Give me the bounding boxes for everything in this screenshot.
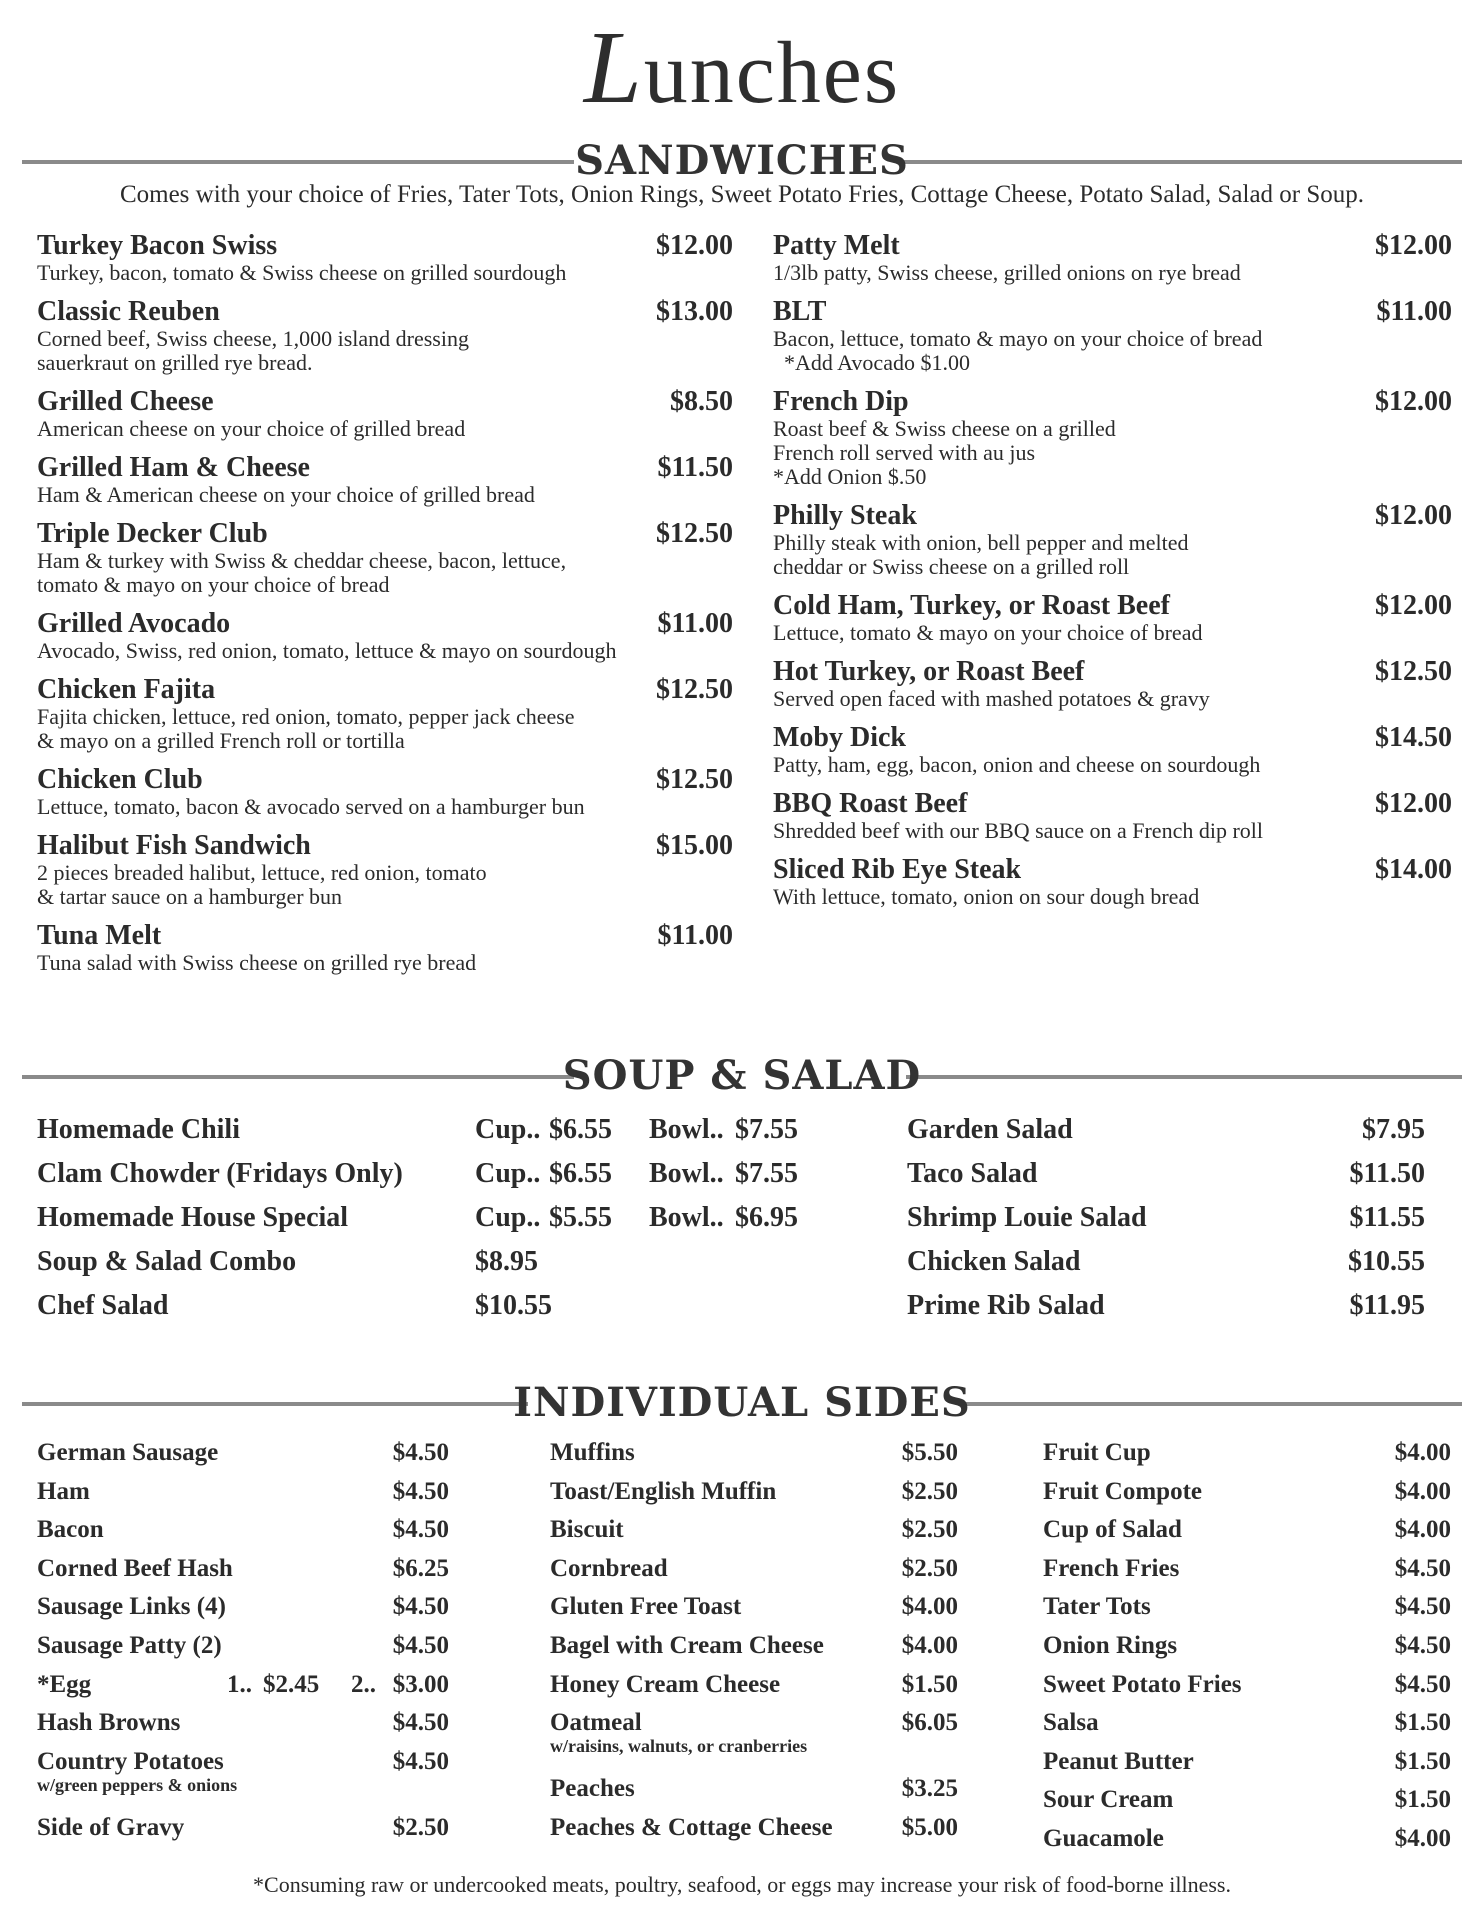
sandwich-description: & tartar sauce on a hamburger bun xyxy=(37,884,343,909)
side-item xyxy=(1043,1708,1451,1747)
side-item xyxy=(1043,1631,1451,1670)
sandwich-item xyxy=(773,590,1452,645)
bowl-label: Bowl.. xyxy=(649,1158,724,1189)
side-name: Peaches xyxy=(550,1775,635,1803)
sandwich-description: Served open faced with mashed potatoes & gravy xyxy=(773,686,1210,711)
egg-option-2: 2.. xyxy=(351,1670,376,1698)
sandwich-name: Chicken Club xyxy=(37,764,203,795)
salad-row xyxy=(907,1288,1425,1332)
side-price: $4.50 xyxy=(1394,1593,1451,1621)
sandwich-price: $12.50 xyxy=(1375,656,1452,687)
salad-row xyxy=(907,1156,1425,1200)
side-name: Fruit Cup xyxy=(1043,1439,1151,1466)
side-price: $4.50 xyxy=(392,1516,449,1544)
side-item xyxy=(37,1631,449,1670)
sandwich-price: $12.00 xyxy=(1375,500,1452,531)
item-price: $11.50 xyxy=(1349,1158,1425,1189)
sandwich-price: $8.50 xyxy=(670,386,733,417)
side-name: Peaches & Cottage Cheese xyxy=(550,1813,833,1841)
side-item xyxy=(550,1708,958,1774)
sandwich-item xyxy=(37,230,733,285)
sandwich-description: *Add Avocado $1.00 xyxy=(773,350,970,375)
salad-column xyxy=(907,1112,1425,1332)
side-name: Peanut Butter xyxy=(1043,1747,1194,1775)
side-price: $3.25 xyxy=(901,1775,958,1803)
side-price: $1.50 xyxy=(1394,1786,1451,1814)
sandwich-price: $12.50 xyxy=(656,764,733,795)
side-name: Corned Beef Hash xyxy=(37,1554,233,1582)
sandwich-name: Grilled Avocado xyxy=(37,608,231,639)
side-name: Hash Browns xyxy=(37,1709,181,1737)
sandwich-name: French Dip xyxy=(773,386,909,417)
sandwich-name: Chicken Fajita xyxy=(37,674,216,705)
side-name: Onion Rings xyxy=(1043,1631,1178,1659)
item-price: $8.95 xyxy=(475,1246,538,1277)
sandwich-item xyxy=(37,296,733,375)
item-name: Prime Rib Salad xyxy=(907,1290,1105,1321)
sandwiches-subtitle: Comes with your choice of Fries, Tater Tots, Onion Rings, Sweet Potato Fries, Cottage Cheese, Potato Salad, Salad or Soup. xyxy=(119,181,1365,208)
side-price: $5.50 xyxy=(901,1439,958,1466)
sandwich-description: Avocado, Swiss, red onion, tomato, lettuce & mayo on sourdough xyxy=(37,638,617,663)
bowl-price: $7.55 xyxy=(735,1114,798,1145)
sandwich-price: $11.00 xyxy=(657,920,733,951)
item-name: Clam Chowder (Fridays Only) xyxy=(37,1158,403,1189)
side-item xyxy=(37,1670,449,1709)
side-name: Toast/English Muffin xyxy=(550,1477,777,1505)
sandwich-item xyxy=(37,830,733,909)
soup-salad-row xyxy=(37,1244,817,1288)
side-item xyxy=(37,1477,449,1516)
sandwich-name: Triple Decker Club xyxy=(37,518,268,549)
sandwiches-heading: SANDWICHES xyxy=(575,137,909,184)
side-price: $1.50 xyxy=(1394,1709,1451,1737)
side-item xyxy=(37,1554,449,1593)
side-name: Sausage Patty (2) xyxy=(37,1631,222,1659)
item-price: $10.55 xyxy=(475,1290,552,1321)
sandwich-item xyxy=(37,608,733,663)
sandwich-item xyxy=(773,230,1452,285)
side-price: $4.50 xyxy=(1394,1631,1451,1659)
item-name: Chef Salad xyxy=(37,1290,169,1321)
sandwich-name: Halibut Fish Sandwich xyxy=(37,830,311,861)
side-item xyxy=(37,1747,449,1813)
side-item xyxy=(550,1477,958,1516)
side-name: Country Potatoes xyxy=(37,1747,224,1775)
side-price: $4.00 xyxy=(1394,1477,1451,1505)
sandwich-price: $14.50 xyxy=(1375,722,1452,753)
sandwich-description: With lettuce, tomato, onion on sour dough bread xyxy=(773,884,1200,909)
side-name: Bagel with Cream Cheese xyxy=(550,1631,824,1659)
side-item xyxy=(550,1438,958,1477)
sandwich-description: 2 pieces breaded halibut, lettuce, red onion, tomato xyxy=(37,860,487,885)
side-price: $2.50 xyxy=(901,1554,958,1582)
sandwich-description: Ham & American cheese on your choice of grilled bread xyxy=(37,482,535,507)
side-price: $1.50 xyxy=(901,1670,958,1698)
side-name: Sweet Potato Fries xyxy=(1043,1670,1242,1698)
side-price: $4.00 xyxy=(901,1631,958,1659)
side-price: $2.50 xyxy=(901,1477,958,1505)
sandwich-item xyxy=(37,920,733,975)
sandwich-name: Classic Reuben xyxy=(37,296,220,327)
title-rest: unches xyxy=(643,25,901,122)
side-price: $4.50 xyxy=(392,1631,449,1659)
sandwich-description: French roll served with au jus xyxy=(773,440,1036,465)
side-name: Fruit Compote xyxy=(1043,1477,1202,1505)
sides-column-1 xyxy=(37,1438,449,1851)
item-name: Garden Salad xyxy=(907,1114,1073,1145)
bowl-label: Bowl.. xyxy=(649,1114,724,1145)
sandwich-name: Moby Dick xyxy=(773,722,906,753)
side-price: $2.50 xyxy=(392,1813,449,1841)
sandwich-name: BBQ Roast Beef xyxy=(773,788,968,819)
sides-header xyxy=(22,1378,1462,1428)
side-item xyxy=(1043,1438,1451,1477)
sandwich-name: Sliced Rib Eye Steak xyxy=(773,854,1022,885)
cup-label: Cup.. xyxy=(475,1158,541,1189)
sandwich-name: BLT xyxy=(773,296,827,327)
sandwich-description: 1/3lb patty, Swiss cheese, grilled onions on rye bread xyxy=(773,260,1241,285)
sandwich-description: Ham & turkey with Swiss & cheddar cheese, bacon, lettuce, xyxy=(37,548,567,573)
side-item xyxy=(550,1774,958,1813)
side-name: Tater Tots xyxy=(1043,1593,1151,1621)
side-name: German Sausage xyxy=(37,1439,219,1466)
page-title xyxy=(0,8,1484,127)
side-price: $4.00 xyxy=(1394,1824,1451,1852)
side-note: w/green peppers & onions xyxy=(37,1774,238,1795)
side-name: Sour Cream xyxy=(1043,1786,1174,1814)
soup-salad-row xyxy=(37,1288,817,1332)
bowl-price: $6.95 xyxy=(735,1202,798,1233)
soup-salad-row xyxy=(37,1112,817,1156)
sandwich-description: American cheese on your choice of grilled bread xyxy=(37,416,466,441)
item-name: Chicken Salad xyxy=(907,1246,1081,1277)
soup-salad-header xyxy=(22,1051,1462,1101)
side-name: Sausage Links (4) xyxy=(37,1593,226,1621)
sandwich-name: Turkey Bacon Swiss xyxy=(37,230,278,261)
side-item xyxy=(37,1515,449,1554)
sandwich-description: Tuna salad with Swiss cheese on grilled rye bread xyxy=(37,950,477,975)
soup-salad-row xyxy=(37,1156,817,1200)
side-price: $3.00 xyxy=(392,1670,449,1698)
item-name: Soup & Salad Combo xyxy=(37,1246,297,1277)
sandwich-description: Bacon, lettuce, tomato & mayo on your choice of bread xyxy=(773,326,1263,351)
sandwich-name: Hot Turkey, or Roast Beef xyxy=(773,656,1085,687)
sandwich-item xyxy=(773,500,1452,579)
side-price: $2.50 xyxy=(901,1516,958,1544)
sandwich-description: Corned beef, Swiss cheese, 1,000 island dressing xyxy=(37,326,469,351)
side-item xyxy=(37,1592,449,1631)
sides-column-2 xyxy=(550,1438,958,1851)
item-name: Taco Salad xyxy=(907,1158,1038,1189)
side-name: Salsa xyxy=(1043,1709,1099,1737)
sandwich-price: $12.00 xyxy=(1375,590,1452,621)
side-item xyxy=(1043,1554,1451,1593)
soup-salad-row xyxy=(37,1200,817,1244)
sandwiches-left-column xyxy=(37,230,733,986)
sandwich-name: Cold Ham, Turkey, or Roast Beef xyxy=(773,590,1170,621)
item-price: $7.95 xyxy=(1362,1114,1425,1145)
sandwich-description: *Add Onion $.50 xyxy=(773,464,927,489)
side-name: Oatmeal xyxy=(550,1709,642,1737)
side-price: $4.50 xyxy=(392,1747,449,1775)
sides-column-3 xyxy=(1043,1438,1451,1863)
item-price: $11.95 xyxy=(1349,1290,1425,1321)
soup-salad-heading: SOUP & SALAD xyxy=(562,1052,922,1099)
sandwich-name: Tuna Melt xyxy=(37,920,162,951)
side-name: Bacon xyxy=(37,1516,104,1544)
bowl-label: Bowl.. xyxy=(649,1202,724,1233)
sandwich-description: cheddar or Swiss cheese on a grilled roll xyxy=(773,554,1130,579)
side-price: $4.50 xyxy=(392,1709,449,1737)
sandwich-price: $14.00 xyxy=(1375,854,1452,885)
egg-option-1: 1.. xyxy=(227,1670,252,1698)
sandwich-price: $12.50 xyxy=(656,518,733,549)
side-price: $5.00 xyxy=(901,1813,958,1841)
side-price: $4.00 xyxy=(1394,1516,1451,1544)
side-price: $4.50 xyxy=(1394,1554,1451,1582)
side-price: $4.00 xyxy=(1394,1439,1451,1466)
sandwich-price: $12.00 xyxy=(1375,386,1452,417)
side-price: $6.05 xyxy=(901,1709,958,1737)
side-item xyxy=(37,1438,449,1477)
side-name: Honey Cream Cheese xyxy=(550,1670,781,1698)
sandwich-name: Grilled Cheese xyxy=(37,386,214,417)
sandwich-description: tomato & mayo on your choice of bread xyxy=(37,572,390,597)
soup-column xyxy=(37,1112,817,1332)
sandwich-price: $12.00 xyxy=(656,230,733,261)
cup-price: $5.55 xyxy=(549,1202,612,1233)
sides-heading: INDIVIDUAL SIDES xyxy=(513,1379,971,1426)
sandwich-description: Fajita chicken, lettuce, red onion, tomato, pepper jack cheese xyxy=(37,704,575,729)
item-name: Shrimp Louie Salad xyxy=(907,1202,1147,1233)
cup-label: Cup.. xyxy=(475,1202,541,1233)
item-name: Homemade Chili xyxy=(37,1114,240,1145)
sandwich-price: $11.50 xyxy=(657,452,733,483)
sandwich-description: Patty, ham, egg, bacon, onion and cheese on sourdough xyxy=(773,752,1261,777)
salad-row xyxy=(907,1200,1425,1244)
side-item xyxy=(550,1670,958,1709)
title-initial: L xyxy=(583,10,644,125)
side-item xyxy=(37,1708,449,1747)
sandwich-name: Grilled Ham & Cheese xyxy=(37,452,310,483)
sandwich-item xyxy=(773,788,1452,843)
side-name: *Egg xyxy=(37,1670,92,1698)
sandwich-item xyxy=(773,854,1452,909)
salad-row xyxy=(907,1112,1425,1156)
sandwich-price: $11.00 xyxy=(1376,296,1452,327)
sandwich-description: Shredded beef with our BBQ sauce on a French dip roll xyxy=(773,818,1263,843)
sandwich-price: $15.00 xyxy=(656,830,733,861)
sandwich-price: $13.00 xyxy=(656,296,733,327)
sandwich-description: & mayo on a grilled French roll or tortilla xyxy=(37,728,405,753)
side-item xyxy=(1043,1515,1451,1554)
side-name: Muffins xyxy=(550,1439,635,1466)
side-item xyxy=(1043,1785,1451,1824)
side-item xyxy=(550,1554,958,1593)
sandwich-description: sauerkraut on grilled rye bread. xyxy=(37,350,313,375)
side-name: French Fries xyxy=(1043,1554,1180,1582)
sandwich-item xyxy=(773,296,1452,375)
side-price: $4.50 xyxy=(1394,1670,1451,1698)
side-note: w/raisins, walnuts, or cranberries xyxy=(550,1736,808,1757)
side-item xyxy=(1043,1670,1451,1709)
side-name: Biscuit xyxy=(550,1516,624,1544)
sandwich-description: Turkey, bacon, tomato & Swiss cheese on grilled sourdough xyxy=(37,260,567,285)
sandwich-price: $12.50 xyxy=(656,674,733,705)
sandwich-item xyxy=(773,722,1452,777)
side-item xyxy=(1043,1592,1451,1631)
sandwiches-header xyxy=(22,136,1462,186)
cup-label: Cup.. xyxy=(475,1114,541,1145)
side-price: $1.50 xyxy=(1394,1747,1451,1775)
side-name: Cup of Salad xyxy=(1043,1516,1182,1544)
side-name: Side of Gravy xyxy=(37,1813,185,1841)
sandwich-price: $12.00 xyxy=(1375,788,1452,819)
sandwich-price: $12.00 xyxy=(1375,230,1452,261)
sandwich-item xyxy=(37,452,733,507)
side-name: Gluten Free Toast xyxy=(550,1593,742,1621)
sandwich-description: Roast beef & Swiss cheese on a grilled xyxy=(773,416,1116,441)
sandwich-item xyxy=(37,764,733,819)
side-price: $4.50 xyxy=(392,1477,449,1505)
sandwiches-right-column xyxy=(773,230,1452,920)
side-name: Ham xyxy=(37,1477,90,1505)
side-price: $4.50 xyxy=(392,1593,449,1621)
side-item xyxy=(550,1813,958,1852)
sandwich-description: Lettuce, tomato & mayo on your choice of bread xyxy=(773,620,1203,645)
sandwich-name: Philly Steak xyxy=(773,500,917,531)
item-price: $11.55 xyxy=(1349,1202,1425,1233)
sandwich-price: $11.00 xyxy=(657,608,733,639)
sandwich-description: Philly steak with onion, bell pepper and melted xyxy=(773,530,1189,555)
egg-option-1-price: $2.45 xyxy=(263,1670,320,1698)
item-name: Homemade House Special xyxy=(37,1202,349,1233)
sandwich-item xyxy=(37,518,733,597)
side-price: $4.50 xyxy=(392,1439,449,1466)
sandwich-item xyxy=(773,386,1452,489)
sandwich-item xyxy=(37,386,733,441)
food-safety-notice: *Consuming raw or undercooked meats, poultry, seafood, or eggs may increase your risk of food-borne illness. xyxy=(253,1872,1231,1897)
cup-price: $6.55 xyxy=(549,1158,612,1189)
sandwich-item xyxy=(37,674,733,753)
side-item xyxy=(550,1631,958,1670)
item-price: $10.55 xyxy=(1348,1246,1425,1277)
bowl-price: $7.55 xyxy=(735,1158,798,1189)
sandwich-item xyxy=(773,656,1452,711)
side-item xyxy=(550,1515,958,1554)
sandwich-description: Lettuce, tomato, bacon & avocado served on a hamburger bun xyxy=(37,794,585,819)
side-price: $4.00 xyxy=(901,1593,958,1621)
cup-price: $6.55 xyxy=(549,1114,612,1145)
side-item xyxy=(1043,1747,1451,1786)
side-name: Guacamole xyxy=(1043,1824,1164,1852)
side-name: Cornbread xyxy=(550,1554,668,1582)
sandwich-name: Patty Melt xyxy=(773,230,900,261)
side-item xyxy=(1043,1824,1451,1863)
side-item xyxy=(1043,1477,1451,1516)
side-item xyxy=(37,1813,449,1852)
side-price: $6.25 xyxy=(392,1554,449,1582)
side-item xyxy=(550,1592,958,1631)
salad-row xyxy=(907,1244,1425,1288)
